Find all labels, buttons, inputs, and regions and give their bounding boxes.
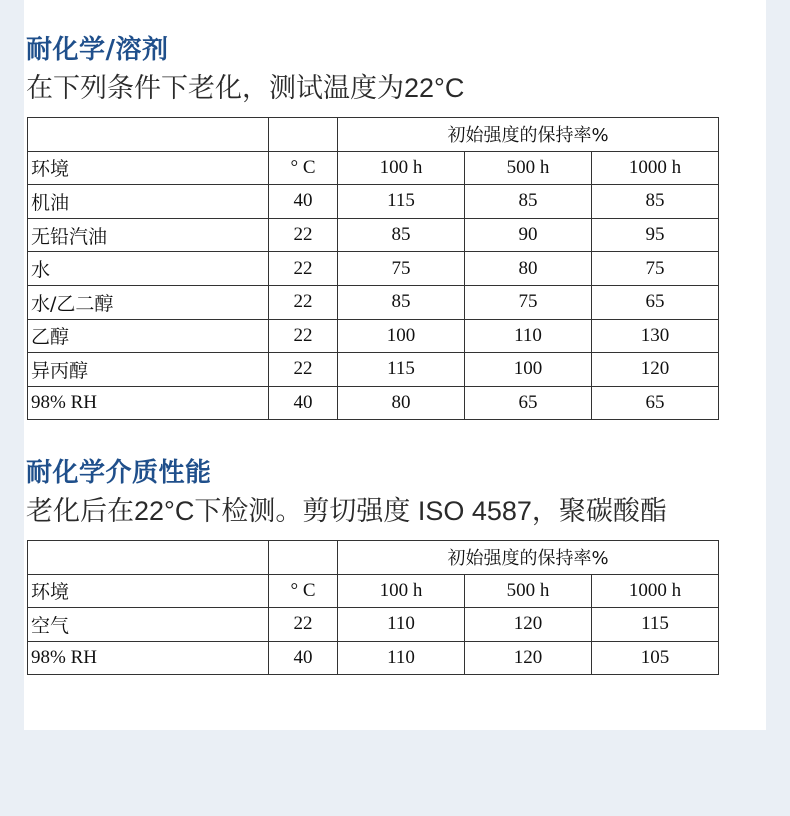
value-cell-500h: 75: [465, 285, 592, 319]
value-cell-1000h: 120: [592, 353, 719, 387]
chemical-solvent-resistance-section: [26, 32, 726, 108]
empty-cell: [269, 541, 338, 575]
environment-cell: 异丙醇: [28, 353, 269, 387]
value-cell-500h: 100: [465, 353, 592, 387]
environment-cell: 无铅汽油: [28, 218, 269, 252]
column-header-100h: 100 h: [338, 151, 465, 185]
value-cell-500h: 85: [465, 185, 592, 219]
temperature-cell: 22: [269, 218, 338, 252]
column-header-environment: 环境: [28, 151, 269, 185]
environment-cell: 空气: [28, 608, 269, 642]
table-row: [28, 386, 719, 420]
value-cell-500h: 65: [465, 386, 592, 420]
value-cell-100h: 100: [338, 319, 465, 353]
value-cell-500h: 80: [465, 252, 592, 286]
group-header: 初始强度的保持率%: [338, 541, 719, 575]
table-row: [28, 608, 719, 642]
table-header-row: [28, 151, 719, 185]
solvent-resistance-table: [27, 117, 719, 420]
value-cell-100h: 85: [338, 285, 465, 319]
group-header: 初始强度的保持率%: [338, 118, 719, 152]
value-cell-100h: 115: [338, 353, 465, 387]
value-cell-500h: 120: [465, 641, 592, 675]
column-header-500h: 500 h: [465, 574, 592, 608]
column-header-temperature: ° C: [269, 574, 338, 608]
temperature-cell: 22: [269, 252, 338, 286]
column-header-temperature: ° C: [269, 151, 338, 185]
section-title: 耐化学介质性能: [26, 458, 212, 488]
column-header-environment: 环境: [28, 574, 269, 608]
value-cell-1000h: 85: [592, 185, 719, 219]
empty-cell: [28, 541, 269, 575]
column-header-1000h: 1000 h: [592, 151, 719, 185]
temperature-cell: 22: [269, 353, 338, 387]
value-cell-1000h: 105: [592, 641, 719, 675]
section-title: 耐化学/溶剂: [26, 35, 169, 65]
value-cell-1000h: 130: [592, 319, 719, 353]
value-cell-500h: 110: [465, 319, 592, 353]
table-row: [28, 252, 719, 286]
empty-cell: [269, 118, 338, 152]
value-cell-1000h: 65: [592, 285, 719, 319]
temperature-cell: 40: [269, 641, 338, 675]
value-cell-1000h: 115: [592, 608, 719, 642]
table-group-header-row: [28, 118, 719, 152]
table-row: [28, 353, 719, 387]
value-cell-100h: 75: [338, 252, 465, 286]
table-header-row: [28, 574, 719, 608]
table-row: [28, 218, 719, 252]
temperature-cell: 40: [269, 386, 338, 420]
section-subtitle: 老化后在22°C下检测。剪切强度 ISO 4587，聚碳酸酯: [26, 496, 667, 526]
column-header-1000h: 1000 h: [592, 574, 719, 608]
table-row: [28, 285, 719, 319]
environment-cell: 水: [28, 252, 269, 286]
temperature-cell: 22: [269, 285, 338, 319]
temperature-cell: 22: [269, 319, 338, 353]
table-row: [28, 641, 719, 675]
column-header-500h: 500 h: [465, 151, 592, 185]
environment-cell: 乙醇: [28, 319, 269, 353]
table-group-header-row: [28, 541, 719, 575]
value-cell-500h: 90: [465, 218, 592, 252]
value-cell-100h: 80: [338, 386, 465, 420]
value-cell-1000h: 65: [592, 386, 719, 420]
section-subtitle: 在下列条件下老化，测试温度为22°C: [26, 73, 465, 103]
table-row: [28, 185, 719, 219]
column-header-100h: 100 h: [338, 574, 465, 608]
value-cell-1000h: 75: [592, 252, 719, 286]
value-cell-500h: 120: [465, 608, 592, 642]
empty-cell: [28, 118, 269, 152]
temperature-cell: 40: [269, 185, 338, 219]
table-row: [28, 319, 719, 353]
media-resistance-table: [27, 540, 719, 675]
chemical-media-resistance-section: [26, 455, 726, 531]
value-cell-1000h: 95: [592, 218, 719, 252]
value-cell-100h: 85: [338, 218, 465, 252]
environment-cell: 机油: [28, 185, 269, 219]
environment-cell: 水/乙二醇: [28, 285, 269, 319]
environment-cell: 98% RH: [28, 641, 269, 675]
value-cell-100h: 110: [338, 641, 465, 675]
environment-cell: 98% RH: [28, 386, 269, 420]
value-cell-100h: 110: [338, 608, 465, 642]
value-cell-100h: 115: [338, 185, 465, 219]
temperature-cell: 22: [269, 608, 338, 642]
